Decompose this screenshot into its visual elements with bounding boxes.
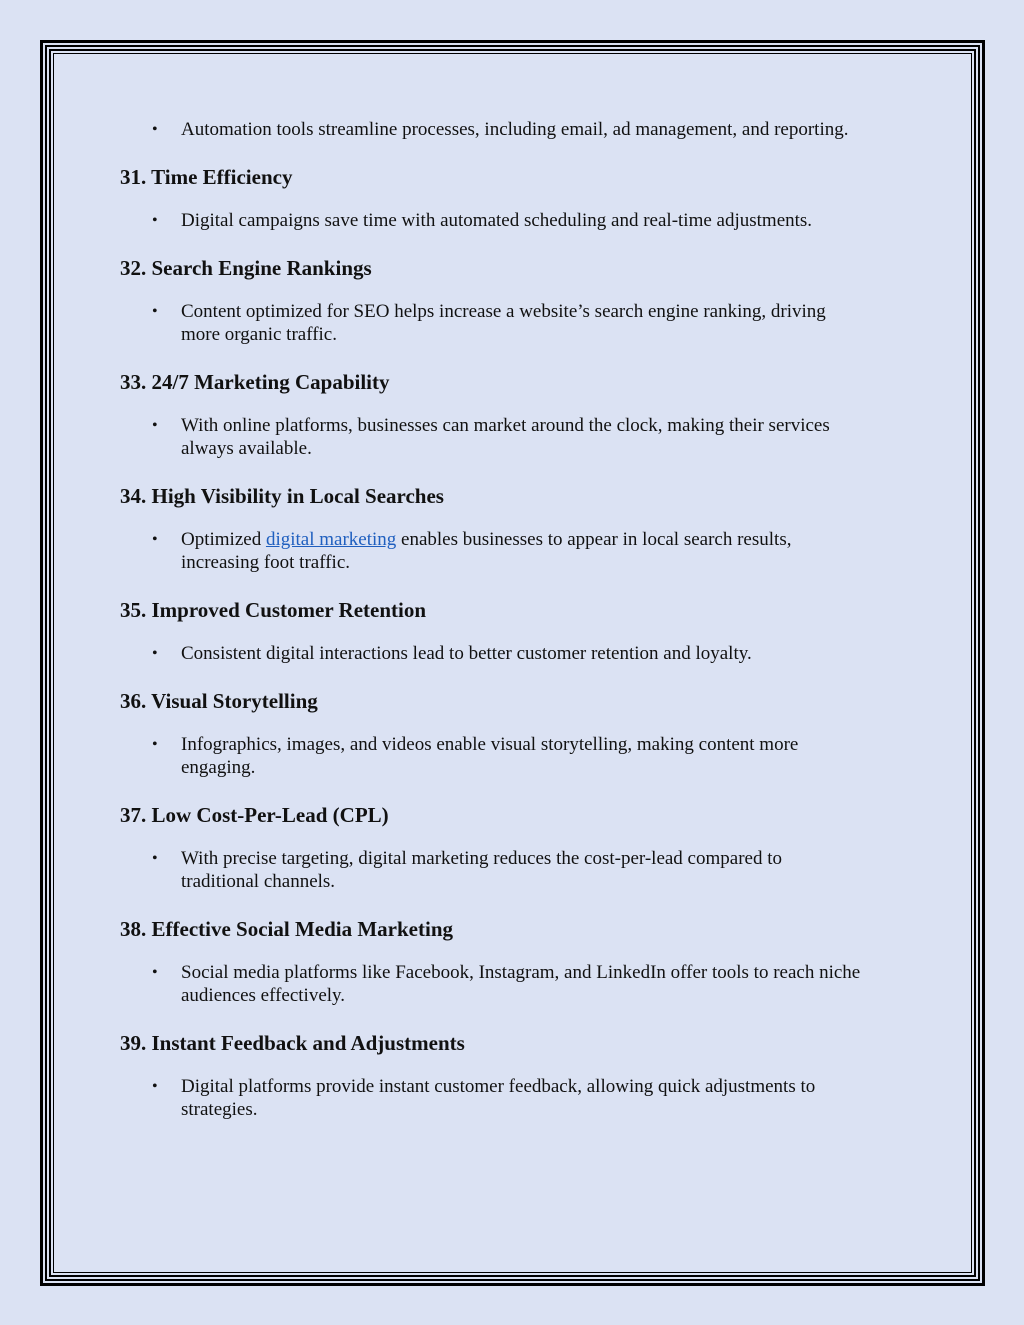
bullet-text-line-2: audiences effectively. xyxy=(181,985,346,1006)
document-body xyxy=(120,118,920,1121)
bullet-text-line-1: With precise targeting, digital marketing reduces the cost-per-lead compared to xyxy=(181,848,782,869)
section-heading: 34. High Visibility in Local Searches xyxy=(120,484,444,508)
list-item xyxy=(120,118,920,141)
bullet-text-after-link: enables businesses to appear in local search results, xyxy=(396,529,792,550)
bullet-text-line-2: engaging. xyxy=(181,757,256,778)
bullet-icon: • xyxy=(152,645,158,662)
list-item xyxy=(120,733,920,779)
digital-marketing-link[interactable]: digital marketing xyxy=(265,529,397,550)
list-item xyxy=(120,414,920,460)
bullet-text-line-2: more organic traffic. xyxy=(181,324,337,345)
section-heading: 37. Low Cost-Per-Lead (CPL) xyxy=(120,803,389,827)
bullet-icon: • xyxy=(152,417,158,434)
bullet-text-line-2: strategies. xyxy=(181,1099,258,1120)
bullet-text-before-link: Optimized xyxy=(181,529,266,550)
section-heading: 35. Improved Customer Retention xyxy=(120,598,427,622)
bullet-text: Automation tools streamline processes, including email, ad management, and reporting. xyxy=(181,119,849,140)
bullet-text-line-2: traditional channels. xyxy=(181,871,336,892)
section-local-searches xyxy=(120,483,920,574)
section-heading: 33. 24/7 Marketing Capability xyxy=(120,370,390,394)
bullet-text: Consistent digital interactions lead to better customer retention and loyalty. xyxy=(181,643,752,664)
list-item xyxy=(120,961,920,1007)
section-instant-feedback xyxy=(120,1030,920,1121)
list-item xyxy=(120,209,920,232)
bullet-text-line-1: Infographics, images, and videos enable visual storytelling, making content more xyxy=(181,734,799,755)
section-social-media xyxy=(120,916,920,1007)
section-heading: 32. Search Engine Rankings xyxy=(120,256,372,280)
bullet-text-line-2: increasing foot traffic. xyxy=(181,552,350,573)
section-time-efficiency xyxy=(120,164,920,232)
list-item xyxy=(120,300,920,346)
section-search-engine-rankings xyxy=(120,255,920,346)
bullet-text-line-2: always available. xyxy=(181,438,312,459)
section-24-7-marketing xyxy=(120,369,920,460)
bullet-icon: • xyxy=(152,121,158,138)
list-item xyxy=(120,642,920,665)
bullet-icon: • xyxy=(152,303,158,320)
section-visual-storytelling xyxy=(120,688,920,779)
section-heading: 39. Instant Feedback and Adjustments xyxy=(120,1031,465,1055)
bullet-icon: • xyxy=(152,212,158,229)
bullet-text: Digital campaigns save time with automated scheduling and real-time adjustments. xyxy=(181,210,813,231)
section-heading: 36. Visual Storytelling xyxy=(120,689,318,713)
bullet-text-line-1: Digital platforms provide instant customer feedback, allowing quick adjustments to xyxy=(181,1076,816,1097)
bullet-icon: • xyxy=(152,1078,158,1095)
bullet-text-line-1: Social media platforms like Facebook, Instagram, and LinkedIn offer tools to reach niche xyxy=(181,962,861,983)
bullet-text-line-1: Content optimized for SEO helps increase a website’s search engine ranking, driving xyxy=(181,301,826,322)
bullet-icon: • xyxy=(152,964,158,981)
section-low-cpl xyxy=(120,802,920,893)
section-heading: 31. Time Efficiency xyxy=(120,165,293,189)
section-heading: 38. Effective Social Media Marketing xyxy=(120,917,454,941)
list-item xyxy=(120,847,920,893)
bullet-text-line-1: With online platforms, businesses can market around the clock, making their services xyxy=(181,415,830,436)
section-customer-retention xyxy=(120,597,920,665)
bullet-icon: • xyxy=(152,736,158,753)
list-item xyxy=(120,1075,920,1121)
list-item xyxy=(120,528,920,574)
bullet-icon: • xyxy=(152,850,158,867)
bullet-icon: • xyxy=(152,531,158,548)
